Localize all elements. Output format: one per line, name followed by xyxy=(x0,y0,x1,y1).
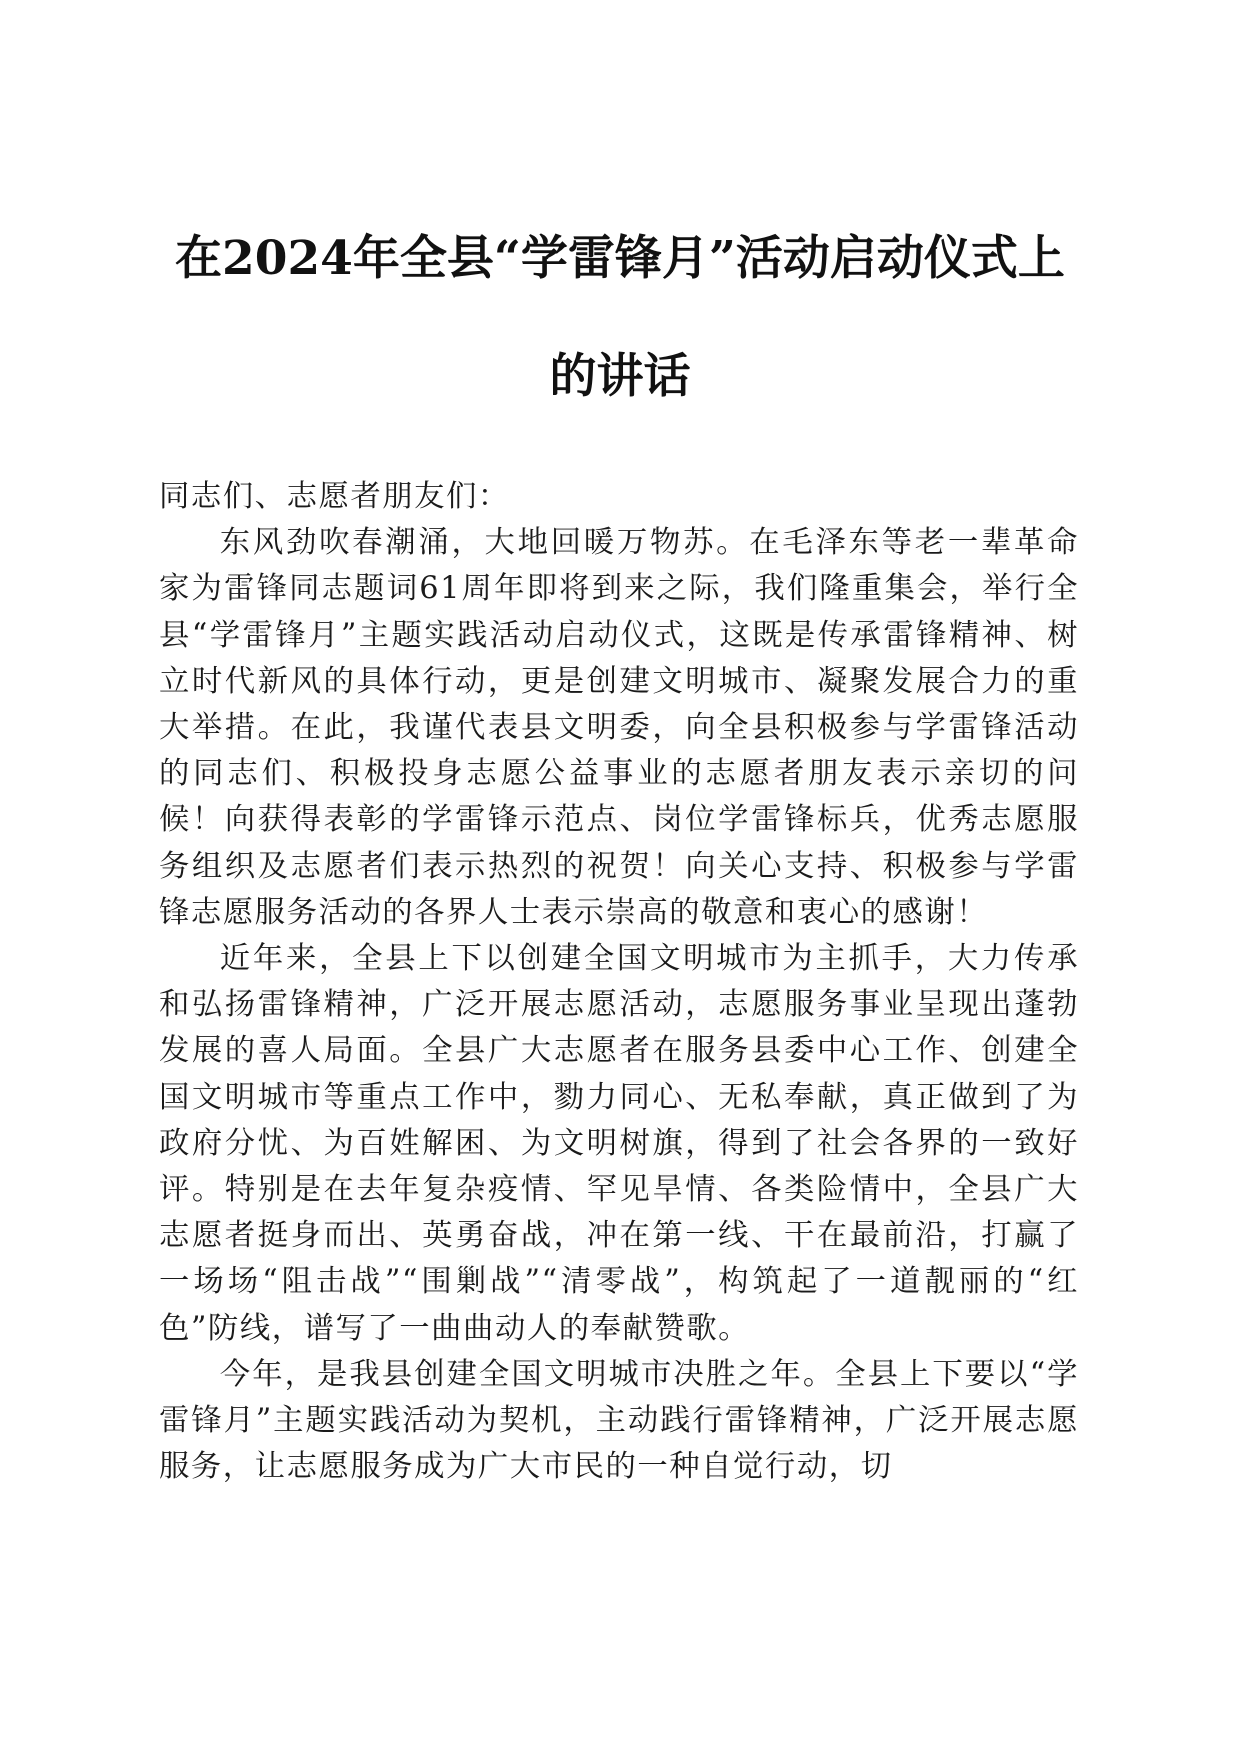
paragraph-2: 近年来，全县上下以创建全国文明城市为主抓手，大力传承和弘扬雷锋精神，广泛开展志愿活动，志愿服务事业呈现出蓬勃发展的喜人局面。全县广大志愿者在服务县委中心工作、创建全国文明城市等重点工作中，勠力同心、无私奉献，真正做到了为政府分忧、为百姓解困、为文明树旗，得到了社会各界的一致好评。特别是在去年复杂疫情、罕见旱情、各类险情中，全县广大志愿者挺身而出、英勇奋战，冲在第一线、干在最前沿，打赢了一场场“阻击战”“围剿战”“清零战”，构筑起了一道靓丽的“红色”防线，谱写了一曲曲动人的奉献赞歌。 xyxy=(159,941,1079,1346)
document-body xyxy=(159,474,1079,1490)
salutation: 同志们、志愿者朋友们： xyxy=(159,479,510,514)
paragraph-1: 东风劲吹春潮涌，大地回暖万物苏。在毛泽东等老一辈革命家为雷锋同志题词61周年即将到来之际，我们隆重集会，举行全县“学雷锋月”主题实践活动启动仪式，这既是传承雷锋精神、树立时代新风的具体行动，更是创建文明城市、凝聚发展合力的重大举措。在此，我谨代表县文明委，向全县积极参与学雷锋活动的同志们、积极投身志愿公益事业的志愿者朋友表示亲切的问候！向获得表彰的学雷锋示范点、岗位学雷锋标兵，优秀志愿服务组织及志愿者们表示热烈的祝贺！向关心支持、积极参与学雷锋志愿服务活动的各界人士表示崇高的敬意和衷心的感谢！ xyxy=(159,525,1079,930)
document-title-line-1: 在2024年全县“学雷锋月”活动启动仪式上 xyxy=(175,231,1065,286)
document-title-line-2: 的讲话 xyxy=(549,349,691,404)
paragraph-3: 今年，是我县创建全国文明城市决胜之年。全县上下要以“学雷锋月”主题实践活动为契机，主动践行雷锋精神，广泛开展志愿服务，让志愿服务成为广大市民的一种自觉行动，切 xyxy=(159,1356,1079,1485)
